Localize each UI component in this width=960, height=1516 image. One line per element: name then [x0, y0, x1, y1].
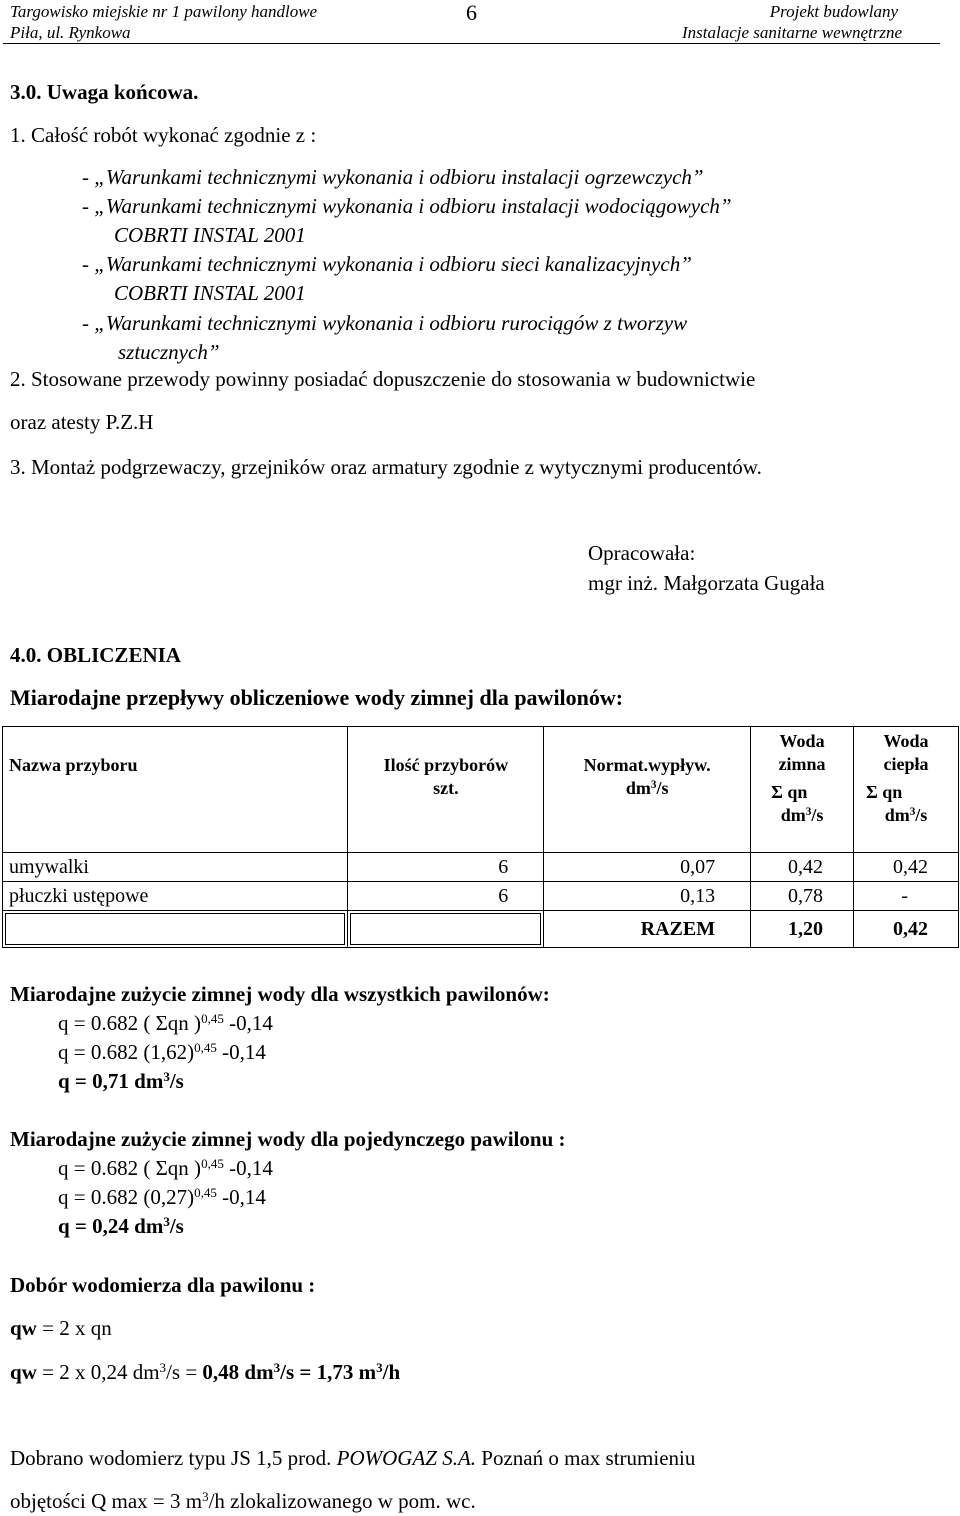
flow-table [2, 726, 959, 948]
item-2-line-2: oraz atesty P.Z.H [10, 410, 154, 434]
col-header-hot: Woda ciepła Σ qn $dm^3/s$ [854, 727, 959, 853]
meter-equation-1: qw = 2 x qn [10, 1316, 112, 1340]
row-norm: 0,13 [544, 882, 751, 911]
signature-name: mgr inż. Małgorzata Gugała [588, 571, 825, 595]
col-header-name: Nazwa przyboru [3, 727, 348, 853]
col-header-norm: Normat.wypływ. $dm^3/s$ [544, 727, 751, 853]
meter-title: Dobór wodomierza dla pawilonu : [10, 1273, 316, 1297]
item-2-line-1: 2. Stosowane przewody powinny posiadać dopuszczenie do stosowania w budownictwie [10, 367, 756, 391]
section-3-title: 3.0. Uwaga końcowa. [10, 80, 199, 104]
row-count: 6 [348, 853, 544, 882]
section-4-title: 4.0. OBLICZENIA [10, 643, 181, 667]
empty-cell [3, 911, 348, 948]
calc-single-formula-2: q = 0.682 $(0,27)^{0,45}$ -0,14 [58, 1184, 266, 1209]
row-name: płuczki ustępowe [3, 882, 348, 911]
header-doc-scope: Instalacje sanitarne wewnętrzne [681, 23, 902, 42]
header-location: Piła, ul. Rynkowa [10, 23, 131, 42]
bullet-3: - „Warunkami technicznymi wykonania i odbioru sieci kanalizacyjnych” [82, 252, 692, 276]
bullet-3-suffix: COBRTI INSTAL 2001 [114, 281, 306, 305]
calc-all-title: Miarodajne zużycie zimnej wody dla wszystkich pawilonów: [10, 982, 550, 1006]
col-header-cold: Woda zimna Σ qn $dm^3/s$ [751, 727, 854, 853]
bullet-4-suffix: sztucznych” [118, 340, 220, 364]
row-cold: 0,42 [751, 853, 854, 882]
meter-note-2: objętości Q max = 3 $m^3/h$ zlokalizowanego w pom. wc. [10, 1488, 476, 1513]
bullet-2: - „Warunkami technicznymi wykonania i odbioru instalacji wodociągowych” [82, 194, 732, 218]
table-row [3, 882, 959, 911]
calc-single-formula-1: q = 0.682 ( Σqn )$^{0,45}$ -0,14 [58, 1155, 273, 1180]
row-hot: - [854, 882, 959, 911]
hot-sum-label: Σ qn [866, 782, 903, 802]
row-name: umywalki [3, 853, 348, 882]
table-total-row [3, 911, 959, 948]
bullet-1: - „Warunkami technicznymi wykonania i odbioru instalacji ogrzewczych” [82, 165, 704, 189]
meter-note-1: Dobrano wodomierz typu JS 1,5 prod. POWOGAZ S.A. Poznań o max strumieniu [10, 1446, 696, 1470]
bullet-4: - „Warunkami technicznymi wykonania i odbioru rurociągów z tworzyw [82, 311, 688, 335]
page-number: 6 [466, 0, 477, 25]
cold-sum-label: Σ qn [771, 782, 808, 802]
row-norm: 0,07 [544, 853, 751, 882]
total-hot: 0,42 [854, 911, 959, 948]
col-header-count: Ilość przyborów szt. [348, 727, 544, 853]
row-hot: 0,42 [854, 853, 959, 882]
table-row [3, 853, 959, 882]
section-4-subtitle: Miarodajne przepływy obliczeniowe wody zimnej dla pawilonów: [10, 685, 624, 710]
header-rule [3, 43, 940, 44]
total-label: RAZEM [544, 911, 751, 948]
header-doc-type: Projekt budowlany [769, 2, 898, 21]
calc-all-result: q = 0,71 $dm^3/s$ [58, 1068, 184, 1093]
empty-cell [348, 911, 544, 948]
total-cold: 1,20 [751, 911, 854, 948]
calc-single-result: q = 0,24 $dm^3/s$ [58, 1213, 184, 1238]
bullet-2-suffix: COBRTI INSTAL 2001 [114, 223, 306, 247]
calc-all-formula-1: q = 0.682 ( Σqn )$^{0,45}$ -0,14 [58, 1010, 273, 1035]
item-1-intro: 1. Całość robót wykonać zgodnie z : [10, 123, 317, 147]
row-cold: 0,78 [751, 882, 854, 911]
header-project: Targowisko miejskie nr 1 pawilony handlowe [10, 2, 318, 21]
table-header-row [3, 727, 959, 853]
item-3: 3. Montaż podgrzewaczy, grzejników oraz armatury zgodnie z wytycznymi producentów. [10, 455, 762, 479]
calc-single-title: Miarodajne zużycie zimnej wody dla pojedynczego pawilonu : [10, 1127, 566, 1151]
meter-equation-2: qw = 2 x 0,24 $dm^3/s = 0,48$ $dm^3/s = 1,73$ $m^3/h$ [10, 1359, 401, 1384]
signature-label: Opracowała: [588, 541, 696, 565]
calc-all-formula-2: q = 0.682 $(1,62)^{0,45}$ -0,14 [58, 1039, 266, 1064]
row-count: 6 [348, 882, 544, 911]
